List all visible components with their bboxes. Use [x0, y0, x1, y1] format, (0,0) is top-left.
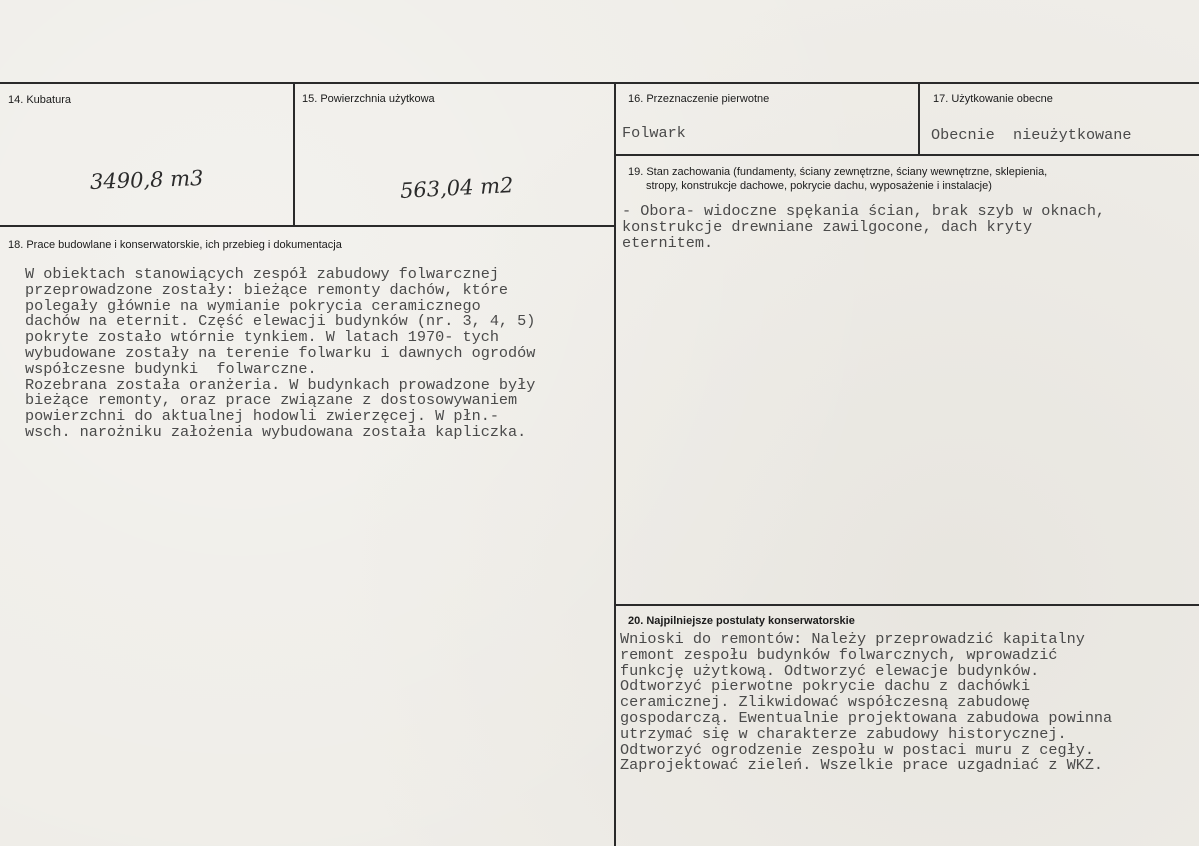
divider: [918, 82, 920, 155]
field-14-label: 14. Kubatura: [8, 94, 71, 106]
field-15-value: 563,04 m2: [399, 173, 514, 203]
divider: [0, 82, 1199, 84]
field-18-label: 18. Prace budowlane i konserwatorskie, ich przebieg i dokumentacja: [8, 239, 342, 251]
field-20-label: 20. Najpilniejsze postulaty konserwatorskie: [628, 615, 855, 627]
divider: [615, 604, 1199, 606]
field-20-text: Wnioski do remontów: Należy przeprowadzić kapitalny remont zespołu budynków folwarcznych, wprowadzić funkcję użytkową. Odtworzyć elewacje budynków. Odtworzyć pierwotne pokrycie dachu z dachówki ceramicznej. Zlikwidować współczesną zabudowę gospodarczą. Ewentualnie projektowana zabudowa powinna utrzymać się w charakterze zabudowy historycznej. Odtworzyć ogrodzenie zespołu w postaci muru z cegły. Zaprojektować zieleń. Wszelkie prace uzgadniać z WKZ.: [620, 630, 1113, 775]
field-18-text: W obiektach stanowiących zespół zabudowy folwarcznej przeprowadzone zostały: bieżące remonty dachów, które polegały głównie na wymianie pokrycia ceramicznego dachów na eternit. Część elewacji budynków (nr. 3, 4, 5) pokryte zostało wtórnie tynkiem. W latach 1970- tych wybudowane zostały na terenie folwarku i dawnych ogrodów współczesne budynki folwarczne. Rozebrana została oranżeria. W budynkach prowadzone były bieżące remonty, oraz prace związane z dostosowywaniem powierzchni do aktualnej hodowli zwierzęcej. W płn.- wsch. narożniku założenia wybudowana została kapliczka.: [25, 265, 536, 441]
field-19-label-cont: stropy, konstrukcje dachowe, pokrycie dachu, wyposażenie i instalacje): [646, 180, 992, 192]
divider: [615, 154, 1199, 156]
field-19-text: - Obora- widoczne spękania ścian, brak szyb w oknach, konstrukcje drewniane zawilgocone, dach kryty eternitem.: [622, 202, 1106, 252]
field-17-value: Obecnie nieużytkowane: [931, 126, 1132, 144]
field-16-label: 16. Przeznaczenie pierwotne: [628, 93, 770, 105]
field-16-value: Folwark: [622, 124, 686, 142]
divider: [293, 82, 295, 226]
field-17-label: 17. Użytkowanie obecne: [933, 93, 1053, 105]
divider: [0, 225, 615, 227]
divider: [614, 82, 616, 846]
field-15-label: 15. Powierzchnia użytkowa: [302, 93, 435, 105]
field-14-value: 3490,8 m3: [89, 166, 204, 194]
field-19-label: 19. Stan zachowania (fundamenty, ściany zewnętrzne, ściany wewnętrzne, sklepienia,: [628, 166, 1048, 178]
